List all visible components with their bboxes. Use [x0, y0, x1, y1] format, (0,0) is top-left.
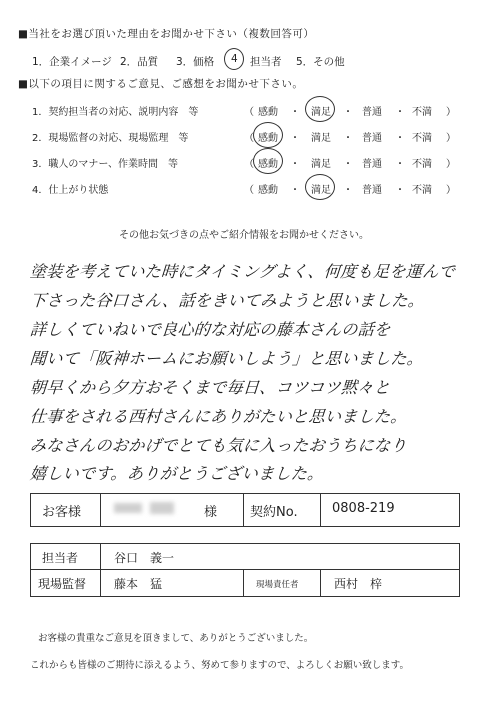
option-4-circle-mark	[224, 48, 244, 70]
option-company-image: 1．企業イメージ	[32, 56, 112, 68]
rating-futsu: 普通	[362, 133, 382, 144]
paren-open: （	[244, 159, 254, 170]
divider	[243, 570, 244, 596]
customer-label: お客様	[42, 505, 82, 520]
option-staff: 担当者	[250, 56, 282, 68]
paren-open: （	[244, 133, 254, 144]
footer-closing: これからも皆様のご期待に添えるよう、努めて参りますので、よろしくお願い致します。	[30, 660, 410, 671]
option-price: 3．価格	[176, 56, 215, 68]
rating-dot: ・	[290, 133, 300, 144]
option-quality: 2．品質	[120, 56, 159, 68]
handwritten-line-1: 塗装を考えていた時にタイミングよく、何度も足を運んで	[29, 262, 456, 281]
rating-dot: ・	[343, 185, 353, 196]
divider	[320, 570, 321, 596]
rating-manzoku: 満足	[311, 185, 331, 196]
handwritten-line-8: 嬉しいです。ありがとうございました。	[29, 464, 325, 483]
option-number-4: 4	[231, 53, 238, 65]
responsible-label: 現場責任者	[256, 580, 299, 590]
rating-dot: ・	[395, 159, 405, 170]
rating-kando: 感動	[258, 107, 278, 118]
rating-dot: ・	[395, 133, 405, 144]
rating-kando: 感動	[258, 133, 278, 144]
rating-dot: ・	[343, 133, 353, 144]
supervisor-label: 現場監督	[38, 577, 87, 591]
supervisor-name: 藤本 猛	[114, 577, 163, 591]
divider	[100, 494, 101, 526]
rating-manzoku: 満足	[311, 107, 331, 118]
rating-dot: ・	[290, 159, 300, 170]
rating-fuman: 不満	[412, 133, 432, 144]
handwritten-line-6: 仕事をされる西村さんにありがたいと思いました。	[29, 407, 408, 426]
divider	[100, 544, 101, 596]
redacted-name-part-2	[150, 502, 174, 514]
rating-futsu: 普通	[362, 107, 382, 118]
paren-close: ）	[446, 185, 456, 196]
selected-circle-mark	[253, 122, 283, 148]
customer-table	[30, 493, 460, 527]
rating-dot: ・	[395, 107, 405, 118]
redacted-name-part-1	[114, 503, 142, 513]
rating-dot: ・	[343, 107, 353, 118]
rating-fuman: 不満	[412, 185, 432, 196]
section1-title: ■当社をお選び頂いた理由をお聞かせ下さい（複数回答可）	[18, 28, 315, 40]
divider	[320, 494, 321, 526]
paren-close: ）	[446, 107, 456, 118]
rating-dot: ・	[290, 107, 300, 118]
paren-close: ）	[446, 133, 456, 144]
rating-dot: ・	[290, 185, 300, 196]
responsible-name: 西村 梓	[334, 577, 383, 591]
handwritten-line-3: 詳しくていねいで良心的な対応の藤本さんの話を	[29, 320, 392, 339]
handwritten-line-2: 下さった谷口さん、話をきいてみようと思いました。	[29, 291, 425, 310]
divider	[243, 494, 244, 526]
paren-close: ）	[446, 159, 456, 170]
selected-circle-mark	[253, 148, 283, 174]
option-other: 5．その他	[296, 56, 345, 68]
rep-label: 担当者	[42, 551, 79, 565]
rating-dot: ・	[395, 185, 405, 196]
divider	[31, 569, 459, 570]
rating-fuman: 不満	[412, 107, 432, 118]
contract-label: 契約No.	[250, 505, 298, 520]
rep-name: 谷口 義一	[114, 551, 175, 565]
question-3: 3．職人のマナー、作業時間 等	[32, 159, 178, 170]
section2-title: ■以下の項目に関するご意見、ご感想をお聞かせ下さい。	[18, 78, 304, 90]
question-4: 4．仕上がり状態	[32, 185, 109, 196]
paren-open: （	[244, 185, 254, 196]
contract-number: 0808-219	[332, 501, 395, 516]
paren-open: （	[244, 107, 254, 118]
selected-circle-mark	[305, 174, 335, 200]
rating-manzoku: 満足	[311, 159, 331, 170]
comments-prompt: その他お気づきの点やご紹介情報をお聞かせください。	[119, 230, 369, 241]
rating-futsu: 普通	[362, 159, 382, 170]
rating-kando: 感動	[258, 159, 278, 170]
handwritten-line-7: みなさんのおかげでとても気に入ったおうちになり	[29, 436, 408, 455]
footer-thanks: お客様の貴重なご意見を頂きまして、ありがとうございました。	[38, 633, 314, 644]
rating-kando: 感動	[258, 185, 278, 196]
selected-circle-mark	[305, 96, 335, 122]
customer-honorific: 様	[204, 505, 218, 520]
rating-manzoku: 満足	[311, 133, 331, 144]
rating-fuman: 不満	[412, 159, 432, 170]
handwritten-line-5: 朝早くから夕方おそくまで毎日、コツコツ黙々と	[29, 378, 391, 397]
question-2: 2．現場監督の対応、現場監理 等	[32, 133, 189, 144]
rating-dot: ・	[343, 159, 353, 170]
question-1: 1．契約担当者の対応、説明内容 等	[32, 107, 199, 118]
rating-futsu: 普通	[362, 185, 382, 196]
staff-table	[30, 543, 460, 597]
handwritten-line-4: 聞いて「阪神ホームにお願いしよう」と思いました。	[29, 349, 424, 368]
